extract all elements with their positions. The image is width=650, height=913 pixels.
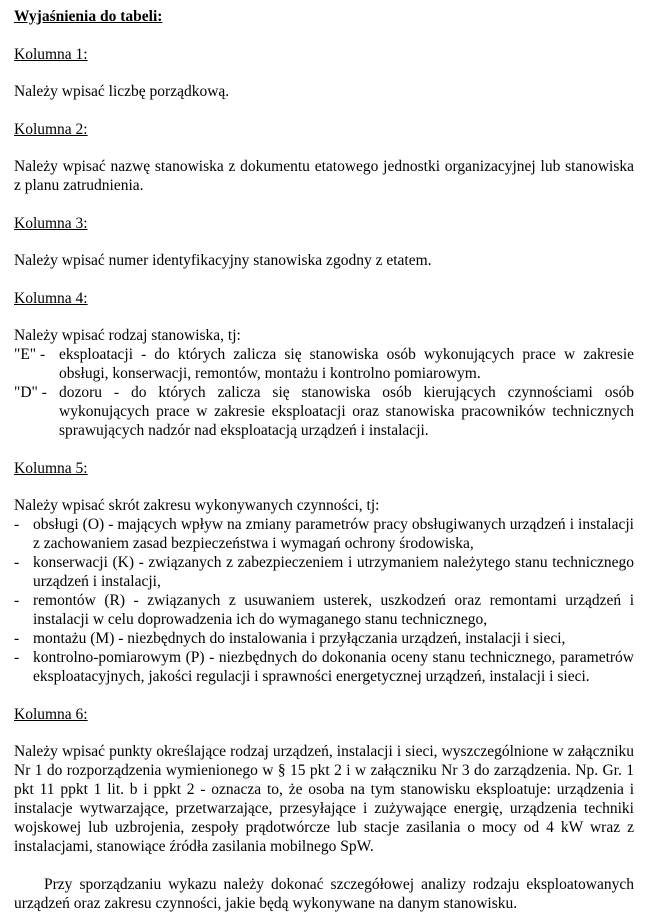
list-dash: - — [14, 649, 20, 666]
column-2-heading: Kolumna 2: — [14, 121, 88, 138]
closing-paragraph: Przy sporządzaniu wykazu należy dokonać szczegółowej analizy rodzaju eksploatowanych urządzeń oraz zakresu czynności, jakie będą wykonywane na danym stanowisku. — [14, 876, 634, 912]
position-type-list — [14, 345, 634, 440]
position-type-description: dozoru - do których zalicza się stanowiska osób kierujących czynnościami osób wykonujących prace w zakresie eksploatacji oraz stanowiska pracowników technicznych sprawujących nadzór nad eksploatacją urządzeń i instalacji. — [59, 384, 634, 439]
column-2-text: Należy wpisać nazwę stanowiska z dokumentu etatowego jednostki organizacyjnej lub stanowiska z planu zatrudnienia. — [14, 158, 634, 194]
list-dash: - — [14, 516, 20, 533]
column-4-intro: Należy wpisać rodzaj stanowiska, tj: — [14, 327, 241, 344]
list-item-text: kontrolno-pomiarowym (P) - niezbędnych do dokonania oceny stanu technicznego, parametrów eksploatacyjnych, jakości regulacji i sprawności energetycznej urządzeń, instalacji i sieci. — [33, 649, 634, 685]
column-4-section — [14, 289, 634, 440]
document-title: Wyjaśnienia do tabeli: — [14, 8, 163, 25]
list-item — [14, 648, 634, 686]
document-page — [14, 7, 634, 913]
list-item-text: remontów (R) - związanych z usuwaniem usterek, uszkodzeń oraz remontami urządzeń i instalacji w celu doprowadzenia ich do wymaganego stanu technicznego, — [33, 592, 634, 628]
list-item-text: obsługi (O) - mających wpływ na zmiany parametrów pracy obsługiwanych urządzeń i instalacji z zachowaniem zasad bezpieczeństwa i wymagań ochrony środowiska, — [33, 516, 634, 552]
column-5-section — [14, 459, 634, 686]
list-item — [14, 591, 634, 629]
column-1-heading: Kolumna 1: — [14, 46, 88, 63]
column-3-heading: Kolumna 3: — [14, 215, 88, 232]
activity-scope-list — [14, 515, 634, 686]
column-6-heading: Kolumna 6: — [14, 706, 88, 723]
position-type-code: "D" - — [14, 384, 47, 401]
list-item-text: montażu (M) - niezbędnych do instalowania i przyłączania urządzeń, instalacji i sieci, — [33, 630, 566, 647]
list-dash: - — [14, 592, 20, 609]
list-item — [14, 629, 634, 648]
list-dash: - — [14, 630, 20, 647]
column-5-intro: Należy wpisać skrót zakresu wykonywanych czynności, tj: — [14, 497, 380, 514]
list-item-text: konserwacji (K) - związanych z zabezpieczeniem i utrzymaniem należytego stanu technicznego urządzeń i instalacji, — [33, 554, 634, 590]
position-type-d — [14, 383, 634, 440]
position-type-code: "E" - — [14, 346, 46, 363]
column-1-text: Należy wpisać liczbę porządkową. — [14, 83, 230, 100]
list-dash: - — [14, 554, 20, 571]
position-type-description: eksploatacji - do których zalicza się stanowiska osób wykonujących prace w zakresie obsługi, konserwacji, remontów, montażu i kontrolno pomiarowym. — [59, 346, 634, 382]
position-type-e — [14, 345, 634, 383]
column-3-section — [14, 214, 634, 270]
column-6-section — [14, 705, 634, 856]
column-2-section — [14, 120, 634, 195]
list-item — [14, 553, 634, 591]
column-6-text: Należy wpisać punkty określające rodzaj urządzeń, instalacji i sieci, wyszczególnione w załączniku Nr 1 do rozporządzenia wymienionego w § 15 pkt 2 i w załączniku Nr 3 do zarządzenia. Np. Gr. 1 pkt 11 ppkt 1 lit. b i ppkt 2 - oznacza to, że osoba na tym stanowisku eksploatuje: urządzenia i instalacje wytwarzające, przetwarzające, przesyłające i zużywające energię, urządzenia techniki wojskowej lub uzbrojenia, zespoły prądotwórcze lub stacje zasilania o mocy od 4 kW wraz z instalacjami, stanowiące źródła zasilania mobilnego SpW. — [14, 743, 634, 855]
column-3-text: Należy wpisać numer identyfikacyjny stanowiska zgodny z etatem. — [14, 252, 432, 269]
column-1-section — [14, 45, 634, 101]
list-item — [14, 515, 634, 553]
column-5-heading: Kolumna 5: — [14, 460, 88, 477]
column-4-heading: Kolumna 4: — [14, 290, 88, 307]
